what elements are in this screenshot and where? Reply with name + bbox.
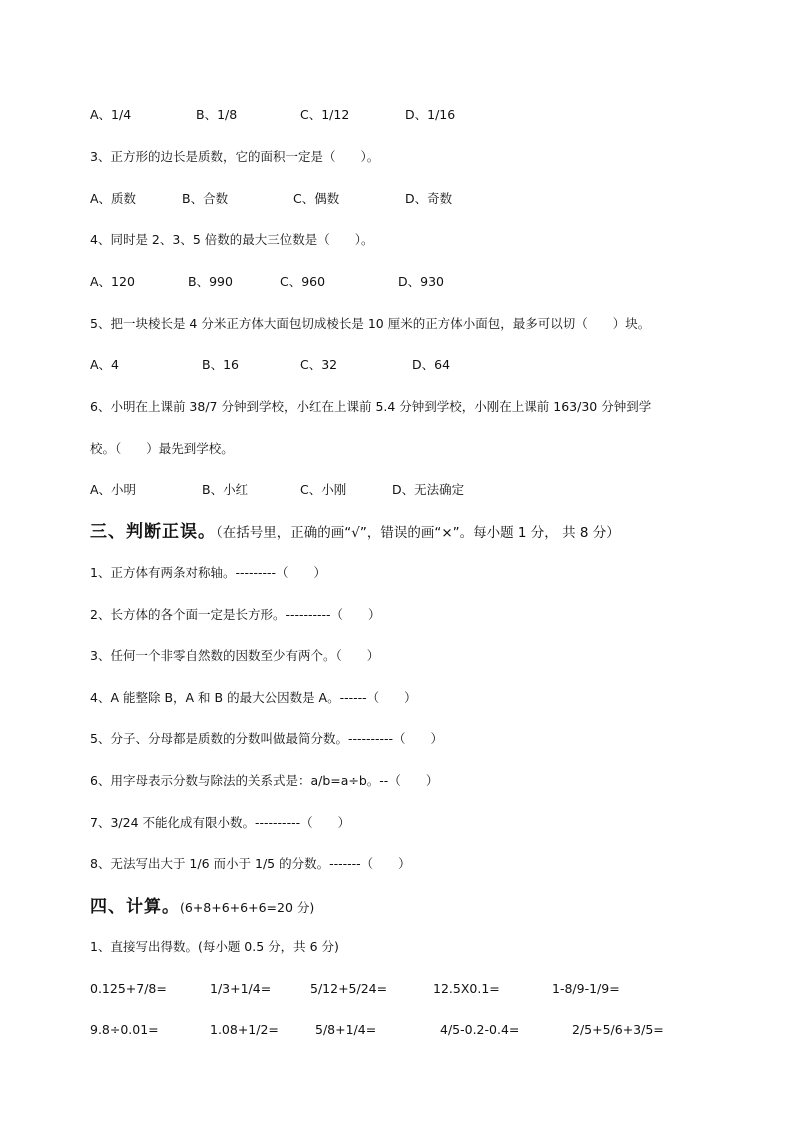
calc-1-5: 1-8/9-1/9=: [552, 981, 620, 996]
judge-item-8: 8、无法写出大于 1/6 而小于 1/5 的分数。-------（ ）: [90, 856, 411, 871]
q2-option-b: B、1/8: [196, 107, 238, 122]
calc-1-2: 1/3+1/4=: [210, 981, 272, 996]
calc-1-3: 5/12+5/24=: [310, 981, 388, 996]
q4-option-c: C、960: [280, 274, 326, 289]
section-3-header: [90, 520, 620, 545]
section-3-title: 三、判断正误。: [90, 522, 216, 542]
q5-option-b: B、16: [202, 357, 239, 372]
section-3-note: （在括号里，正确的画“√”，错误的画“×”。每小题 1 分， 共 8 分）: [216, 525, 620, 541]
calc-2-1: 9.8÷0.01=: [90, 1022, 159, 1037]
section-4-title: 四、计算。: [90, 897, 180, 917]
q6-option-b: B、小红: [202, 482, 249, 497]
judge-item-2: 2、长方体的各个面一定是长方形。----------（ ）: [90, 607, 381, 622]
calc-2-4: 4/5-0.2-0.4=: [440, 1022, 520, 1037]
q3-option-d: D、奇数: [405, 191, 453, 206]
question-5: 5、把一块棱长是 4 分米正方体大面包切成棱长是 10 厘米的正方体小面包，最多可以切（ ）块。: [90, 316, 651, 331]
question-4: 4、同时是 2、3、5 倍数的最大三位数是（ ）。: [90, 232, 374, 247]
q2-option-a: A、1/4: [90, 107, 132, 122]
judge-item-1: 1、正方体有两条对称轴。---------（ ）: [90, 565, 327, 580]
q2-option-c: C、1/12: [300, 107, 350, 122]
calc-2-2: 1.08+1/2=: [210, 1022, 279, 1037]
section-4-note: (6+8+6+6+6=20 分): [180, 900, 315, 915]
q2-option-d: D、1/16: [405, 107, 456, 122]
q3-option-c: C、偶数: [293, 191, 340, 206]
calc-2-5: 2/5+5/6+3/5=: [572, 1022, 664, 1037]
section-4-sub-1: 1、直接写出得数。(每小题 0.5 分，共 6 分): [90, 939, 339, 954]
judge-item-4: 4、A 能整除 B，A 和 B 的最大公因数是 A。------（ ）: [90, 690, 417, 705]
q5-option-a: A、4: [90, 357, 120, 372]
judge-item-7: 7、3/24 不能化成有限小数。----------（ ）: [90, 815, 351, 830]
calc-2-3: 5/8+1/4=: [315, 1022, 377, 1037]
calc-1-4: 12.5X0.1=: [433, 981, 500, 996]
q5-option-c: C、32: [300, 357, 338, 372]
judge-item-6: 6、用字母表示分数与除法的关系式是：a/b=a÷b。--（ ）: [90, 773, 439, 788]
q4-option-d: D、930: [398, 274, 444, 289]
calc-1-1: 0.125+7/8=: [90, 981, 167, 996]
judge-item-3: 3、任何一个非零自然数的因数至少有两个。（ ）: [90, 648, 380, 663]
q3-option-b: B、合数: [182, 191, 229, 206]
question-3: 3、正方形的边长是质数，它的面积一定是（ ）。: [90, 149, 380, 164]
q4-option-a: A、120: [90, 274, 135, 289]
judge-item-5: 5、分子、分母都是质数的分数叫做最简分数。----------（ ）: [90, 731, 444, 746]
q5-option-d: D、64: [412, 357, 451, 372]
q4-option-b: B、990: [188, 274, 233, 289]
q6-option-d: D、无法确定: [392, 482, 465, 497]
q3-option-a: A、质数: [90, 191, 137, 206]
q6-option-a: A、小明: [90, 482, 137, 497]
question-6-line-1: 6、小明在上课前 38/7 分钟到学校，小红在上课前 5.4 分钟到学校，小刚在上课前 163/30 分钟到学: [90, 399, 652, 414]
section-4-header: [90, 895, 314, 920]
question-6-line-2: 校。（ ）最先到学校。: [90, 441, 234, 456]
q6-option-c: C、小刚: [300, 482, 347, 497]
